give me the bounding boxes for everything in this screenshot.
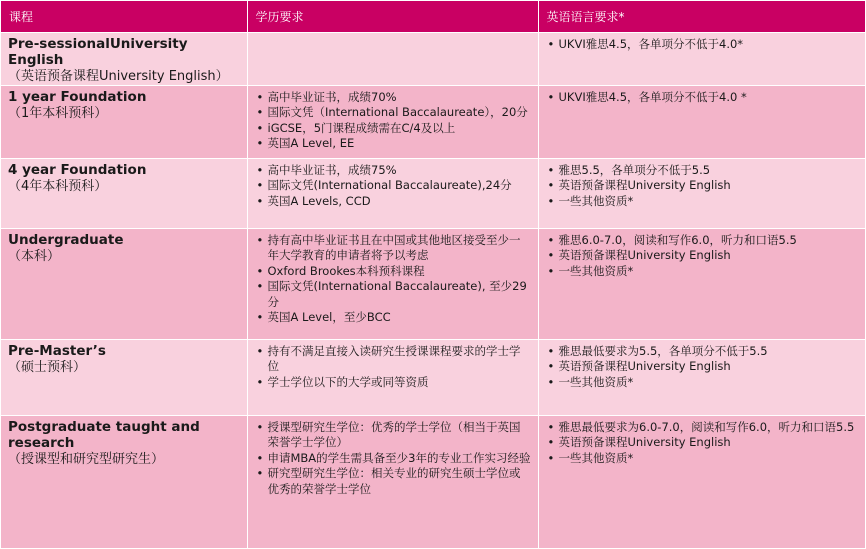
course-cell [1,340,247,416]
requirements-table [1,1,866,549]
course-name-cn: （1年本科预科） [8,106,108,121]
academic-requirements [247,159,538,229]
table-header-row [1,1,865,33]
academic-requirements [247,229,538,340]
course-name-cn: （授课型和研究型研究生） [8,452,165,467]
list-item: • 英国A Levels, CCD [256,194,532,209]
course-name-en: Undergraduate [8,232,124,248]
list-item: • 持有不满足直接入读研究生授课课程要求的学士学位 [256,344,532,375]
academic-requirements [247,86,538,159]
english-list [547,163,859,209]
english-requirements [538,33,865,86]
list-item: • UKVI雅思4.5，各单项分不低于4.0 * [547,90,859,105]
course-name-en: Pre-Master’s [8,343,106,359]
list-item: • 申请MBA的学生需具备至少3年的专业工作实习经验 [256,451,532,466]
english-requirements [538,416,865,549]
list-item: • 高中毕业证书，成绩75% [256,163,532,178]
header-course: 课程 [1,1,247,33]
list-item: • 英国A Level, EE [256,136,532,151]
english-requirements [538,86,865,159]
academic-requirements [247,340,538,416]
table-row [1,33,865,86]
academic-list [256,163,532,209]
list-item: • 学士学位以下的大学或同等资质 [256,375,532,390]
academic-requirements [247,416,538,549]
list-item: • iGCSE，5门课程成绩需在C/4及以上 [256,121,532,136]
list-item: • 一些其他资质* [547,375,859,390]
list-item: • 英国A Level，至少BCC [256,310,532,325]
table-row [1,159,865,229]
list-item: • 持有高中毕业证书且在中国或其他地区接受至少一年大学教育的申请者将予以考虑 [256,233,532,264]
course-cell [1,86,247,159]
course-name-en: Pre-sessionalUniversity English [8,36,188,68]
list-item: • 一些其他资质* [547,451,859,466]
english-requirements [538,159,865,229]
course-cell [1,33,247,86]
course-cell [1,159,247,229]
list-item: • 国际文凭(International Baccalaureate), 至少29分 [256,279,532,310]
list-item: • 研究型研究生学位：相关专业的研究生硕士学位或优秀的荣誉学士学位 [256,466,532,497]
list-item: • 英语预备课程University English [547,178,859,193]
course-name-en: 1 year Foundation [8,89,147,105]
english-list [547,420,859,466]
course-cell [1,229,247,340]
academic-list [256,420,532,497]
english-requirements [538,340,865,416]
list-item: • 英语预备课程University English [547,248,859,263]
header-english: 英语语言要求* [538,1,865,33]
list-item: • 授课型研究生学位：优秀的学士学位（相当于英国荣誉学士学位） [256,420,532,451]
list-item: • 英语预备课程University English [547,359,859,374]
table-row [1,416,865,549]
english-requirements [538,229,865,340]
list-item: • 雅思5.5，各单项分不低于5.5 [547,163,859,178]
list-item: • 一些其他资质* [547,264,859,279]
list-item: • Oxford Brookes本科预科课程 [256,264,532,279]
course-name-cn: （硕士预科） [8,360,87,375]
header-academic: 学历要求 [247,1,538,33]
list-item: • 国际文凭(International Baccalaureate),24分 [256,178,532,193]
course-name-en: 4 year Foundation [8,162,147,178]
list-item: • UKVI雅思4.5，各单项分不低于4.0* [547,37,859,52]
table-row [1,340,865,416]
english-list [547,90,859,105]
english-list [547,344,859,390]
academic-list [256,344,532,390]
list-item: • 雅思最低要求为5.5，各单项分不低于5.5 [547,344,859,359]
course-name-cn: （英语预备课程University English） [8,69,229,84]
table-row [1,229,865,340]
english-list [547,37,859,52]
list-item: • 英语预备课程University English [547,435,859,450]
english-list [547,233,859,279]
academic-list [256,233,532,325]
course-name-cn: （本科） [8,249,61,264]
academic-requirements [247,33,538,86]
course-name-cn: （4年本科预科） [8,179,108,194]
table-row [1,86,865,159]
course-cell [1,416,247,549]
academic-list [256,90,532,152]
list-item: • 国际文凭（International Baccalaureate），20分 [256,105,532,120]
list-item: • 雅思最低要求为6.0-7.0，阅读和写作6.0，听力和口语5.5 [547,420,859,435]
list-item: • 高中毕业证书，成绩70% [256,90,532,105]
list-item: • 雅思6.0-7.0，阅读和写作6.0，听力和口语5.5 [547,233,859,248]
list-item: • 一些其他资质* [547,194,859,209]
course-name-en: Postgraduate taught and research [8,419,200,451]
